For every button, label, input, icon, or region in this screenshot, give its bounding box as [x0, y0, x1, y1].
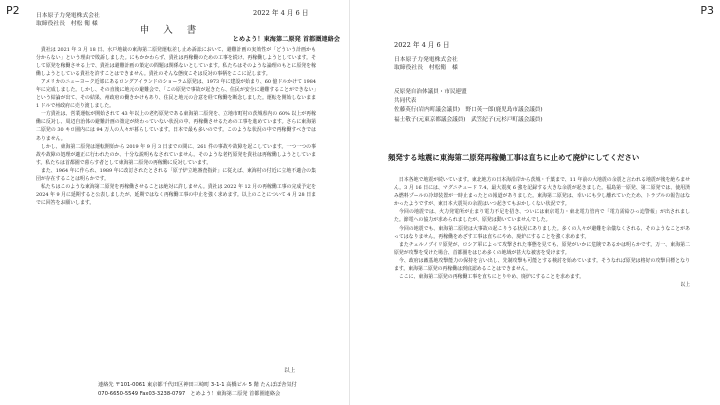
body-paragraph: ここに、東海第二原発の再稼働工事を直ちにとりやめ、廃炉にすることを求めます。 — [398, 274, 585, 281]
body-paragraph: 今、政府は敵基地攻撃能力の保持を言い出し、先制攻撃も可能とする検討を始めています。そうなれば原発は格好の攻撃目標となります。東海第二原発の再稼働は到底認めることはできません。 — [394, 257, 690, 273]
body-paragraph: 今回の地震でも、東海第二原発は大事故の起こりうる状況にありました。多くの人々が避難を余儀なくされる、そのようなことがあってはなりません。再稼働をめざす工事は直ちにやめ、廃炉にすることを強く求めます。 — [394, 225, 690, 240]
signer-line: 福士敬子(元東京都議会議員) 武笠紀子(元杉戸町議会議員) — [394, 116, 543, 123]
letter-body — [394, 176, 690, 376]
letter-body — [36, 46, 316, 360]
signer-line: 佐藤英行(岩内町議会議員) 野口英一郎(鹿児島市議会議員) — [394, 107, 543, 114]
sender-organization: とめよう！東海第二原発 首都圏連絡会 — [232, 36, 340, 43]
recipient-company: 日本原子力発電株式会社 — [394, 57, 458, 63]
letter-page-right — [360, 0, 720, 405]
signer-block — [394, 88, 543, 125]
signer-line: 反原発自治体議員・市民連盟 — [394, 89, 467, 95]
body-paragraph: また、1964 年に作られ、1989 年に改訂されたとされる「原子炉立地審査指針」に従えば、東海村の付近に立地不適合の集団が存在することは明らかです。 — [36, 167, 316, 182]
closing-mark: 以上 — [284, 368, 296, 374]
letter-date: 2022 年 4 月 6 日 — [394, 41, 450, 49]
contact-address: 連絡先 〒101-0061 東京都千代田区神田三崎町 3-1-1 高橋ビル 5 階 たんぽぽ舎気付 — [98, 382, 297, 388]
signer-line: 共同代表 — [394, 98, 417, 105]
body-paragraph: アメリカのニューヨーク近郊にあるロングアイランドのショーラム原発は、1973 年に建設が始まり、60 億ドルかけて 1984 年に完成しました。しかし、その直後に地元の避難会で、「この原発で事故が起きたら、住民が安全に避難することができない」という結論が出て、その結果、州政府の働きかけもあり、住民と地元の合意を経て稼働を断念しました。運転を開始しないまま 1 ドルで州政府に売り渡しました。 — [36, 79, 316, 110]
body-paragraph: 貴社は 2021 年 3 月 18 日、水戸地裁の東海第二原発運転差し止め訴訟において、避難計画の実効性が「どういう計画かも分からない」という理由で敗訴しました。にもかかわらず、貴社は再稼働のための工事を続け、再稼働しようとしています。そして原発を稼働させる上で、貴社は避難計画の策定の問題は関係ないとしています。私たちはそのような論理のもとに原発を稼働しようとしている貴社を許すことはできません。貴社のそんな態度こそは反対の事柄をここに記します。 — [36, 47, 316, 78]
recipient-address — [394, 56, 458, 72]
closing-mark: 以上 — [680, 282, 690, 289]
document-title: 申入書 — [139, 25, 211, 36]
page-number-left: P2 — [6, 4, 20, 17]
recipient-company: 日本原子力発電株式会社 — [36, 13, 100, 19]
body-paragraph: 私たちはこのような東海第二原発を再稼働させることは絶対に許しません。貴社は 2022 年 12 月の再稼働工事の完成予定を 2024 年 9 月に延期すると公表しましたが、延期ではなく再稼働工事の中止を強く求めます。以上のことについて 4 月 28 日までに回答をお願いします。 — [36, 183, 316, 206]
letter-page-left — [0, 0, 350, 405]
body-paragraph: しかし、東海第二原発は運転開始から 2019 年 9 月 3 日までの間に、261 件の事故や故障を起こしています。一つ一つの事故や故障の処理が適正に行われたのか、十分な説明もなされていません。そのような老朽原発を貴社は再稼働しようとしています。私たちは首都圏で暮らす者として東海第二原発の再稼働に反対しています。 — [36, 143, 316, 166]
page-number-right: P3 — [700, 4, 714, 17]
body-paragraph: 一方貴社は、営業運転が開始されて 43 年以上の老朽原発である東海第二原発を、立地市町村の茨城県内の 60% 以上が再稼働に反対し、周辺自治体の避難計画の策定が終わっていない状況の中、再稼働させるための工事を進めています。さらに東海第二原発の 30 キロ圏内には 94 万人の人々が暮らしています。日本で最も多いのです。このような状況の中で再稼働すべきではありません。 — [36, 111, 316, 142]
body-paragraph: 今回の地震では、火力発電所が止まり電力不足を招き、ついには東京電力・東北電力管内で「電力需給ひっ迫警報」が出されました。節電への協力が求められましたが、原発は動いていませんでした。 — [394, 209, 690, 224]
body-paragraph: 日本各地で地震が続いています。東北地方の日本海沿岸から茨城・千葉まで、11 年前の大地震の余震と言われる地震が後を絶ちません。3 月 16 日には、マグニチュード 7.4、最大震度 6 強を記録する大きな余震が起きました。福島第一原発、第二原発では、使用済み燃料プールの冷却装置が一時止まったとの報道がありました。東海第二原発は、幸いにも少し離れていたため、トラブルの報告はなかったようですが、東日本大震災の余震はいつ起きてもおかしくない状況です。 — [394, 177, 690, 208]
body-paragraph: またチェルノブイリ原発が、ロシア軍によって攻撃された事態を見ても、原発がいかに危険であるかは明らかです。万一、東海第二原発が攻撃を受けた場合、首都圏をはじめ多くの地域が甚大な被害を受けます。 — [394, 241, 690, 256]
recipient-person: 取締役社長 村松衛 様 — [394, 65, 458, 72]
letter-date: 2022 年 4 月 6 日 — [253, 9, 309, 17]
letter-headline: 頻発する地震に東海第二原発再稼働工事は直ちに止めて廃炉にしてください — [388, 153, 640, 162]
contact-phone: 070-6650-5549 Fax03-3238-0797 とめよう！東海第二原発 首都圏連絡会 — [98, 391, 281, 397]
recipient-person: 取締役社長 村松 衛 様 — [36, 21, 98, 28]
